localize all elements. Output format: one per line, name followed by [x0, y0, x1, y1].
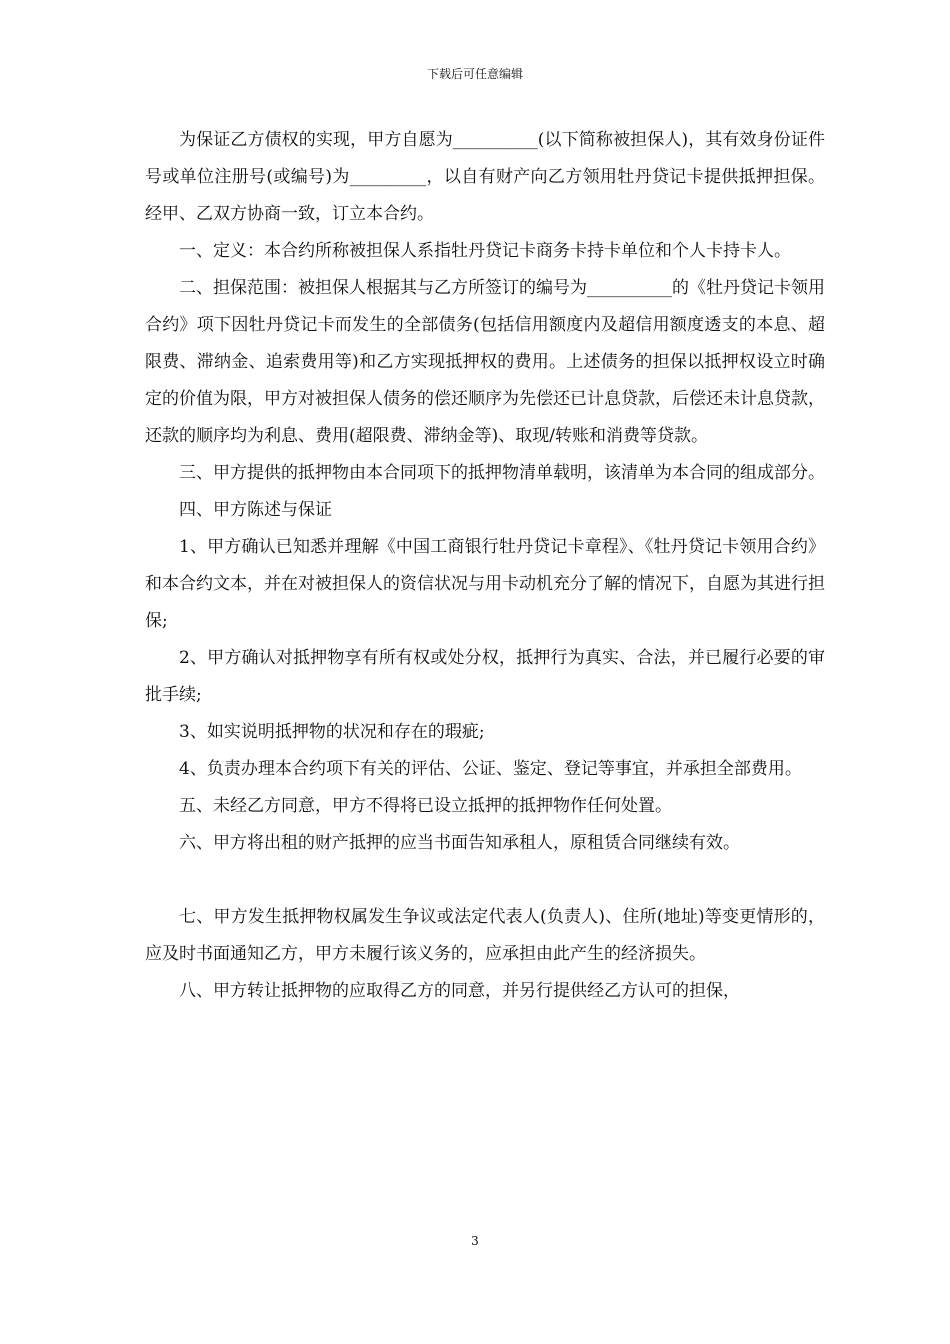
paragraph-clause-5: 五、未经乙方同意，甲方不得将已设立抵押的抵押物作任何处置。	[179, 796, 672, 816]
paragraph-clause-4-item-2: 2、甲方确认对抵押物享有所有权或处分权，抵押行为真实、合法，并已履行必要的审批手续;	[145, 648, 825, 705]
paragraph-preamble: 为保证乙方债权的实现，甲方自愿为__________(以下简称被担保人)，其有效身份证件号或单位注册号(或编号)为_________，以自有财产向乙方领用牡丹贷记卡提供抵押担保。经甲、乙双方协商一致，订立本合约。	[145, 130, 825, 224]
paragraph-clause-1: 一、定义：本合约所称被担保人系指牡丹贷记卡商务卡持卡单位和个人卡持卡人。	[179, 241, 791, 261]
paragraph-clause-7: 七、甲方发生抵押物权属发生争议或法定代表人(负责人)、住所(地址)等变更情形的，应及时书面通知乙方，甲方未履行该义务的，应承担由此产生的经济损失。	[145, 907, 825, 964]
paragraph-clause-4-item-4: 4、负责办理本合约项下有关的评估、公证、鉴定、登记等事宜，并承担全部费用。	[179, 759, 802, 779]
paragraph-clause-8: 八、甲方转让抵押物的应取得乙方的同意，并另行提供经乙方认可的担保，	[179, 981, 740, 1001]
paragraph-clause-6: 六、甲方将出租的财产抵押的应当书面告知承租人，原租赁合同继续有效。	[179, 833, 740, 853]
document-body	[145, 122, 825, 1010]
paragraph-clause-4-item-3: 3、如实说明抵押物的状况和存在的瑕疵;	[179, 722, 485, 742]
paragraph-clause-2: 二、担保范围：被担保人根据其与乙方所签订的编号为__________的《牡丹贷记卡领用合约》项下因牡丹贷记卡而发生的全部债务(包括信用额度内及超信用额度透支的本息、超限费、滞纳金、追索费用等)和乙方实现抵押权的费用。上述债务的担保以抵押权设立时确定的价值为限，甲方对被担保人债务的偿还顺序为先偿还已计息贷款，后偿还未计息贷款，还款的顺序均为利息、费用(超限费、滞纳金等)、取现/转账和消费等贷款。	[145, 278, 825, 446]
page-header: 下载后可任意编辑	[426, 67, 523, 81]
paragraph-clause-4-heading: 四、甲方陈述与保证	[179, 500, 332, 520]
page-number: 3	[471, 1234, 479, 1248]
paragraph-clause-3: 三、甲方提供的抵押物由本合同项下的抵押物清单载明，该清单为本合同的组成部分。	[179, 463, 825, 483]
paragraph-clause-4-item-1: 1、甲方确认已知悉并理解《中国工商银行牡丹贷记卡章程》、《牡丹贷记卡领用合约》和本合约文本，并在对被担保人的资信状况与用卡动机充分了解的情况下，自愿为其进行担保;	[145, 537, 825, 631]
paragraph-spacer	[145, 862, 825, 899]
